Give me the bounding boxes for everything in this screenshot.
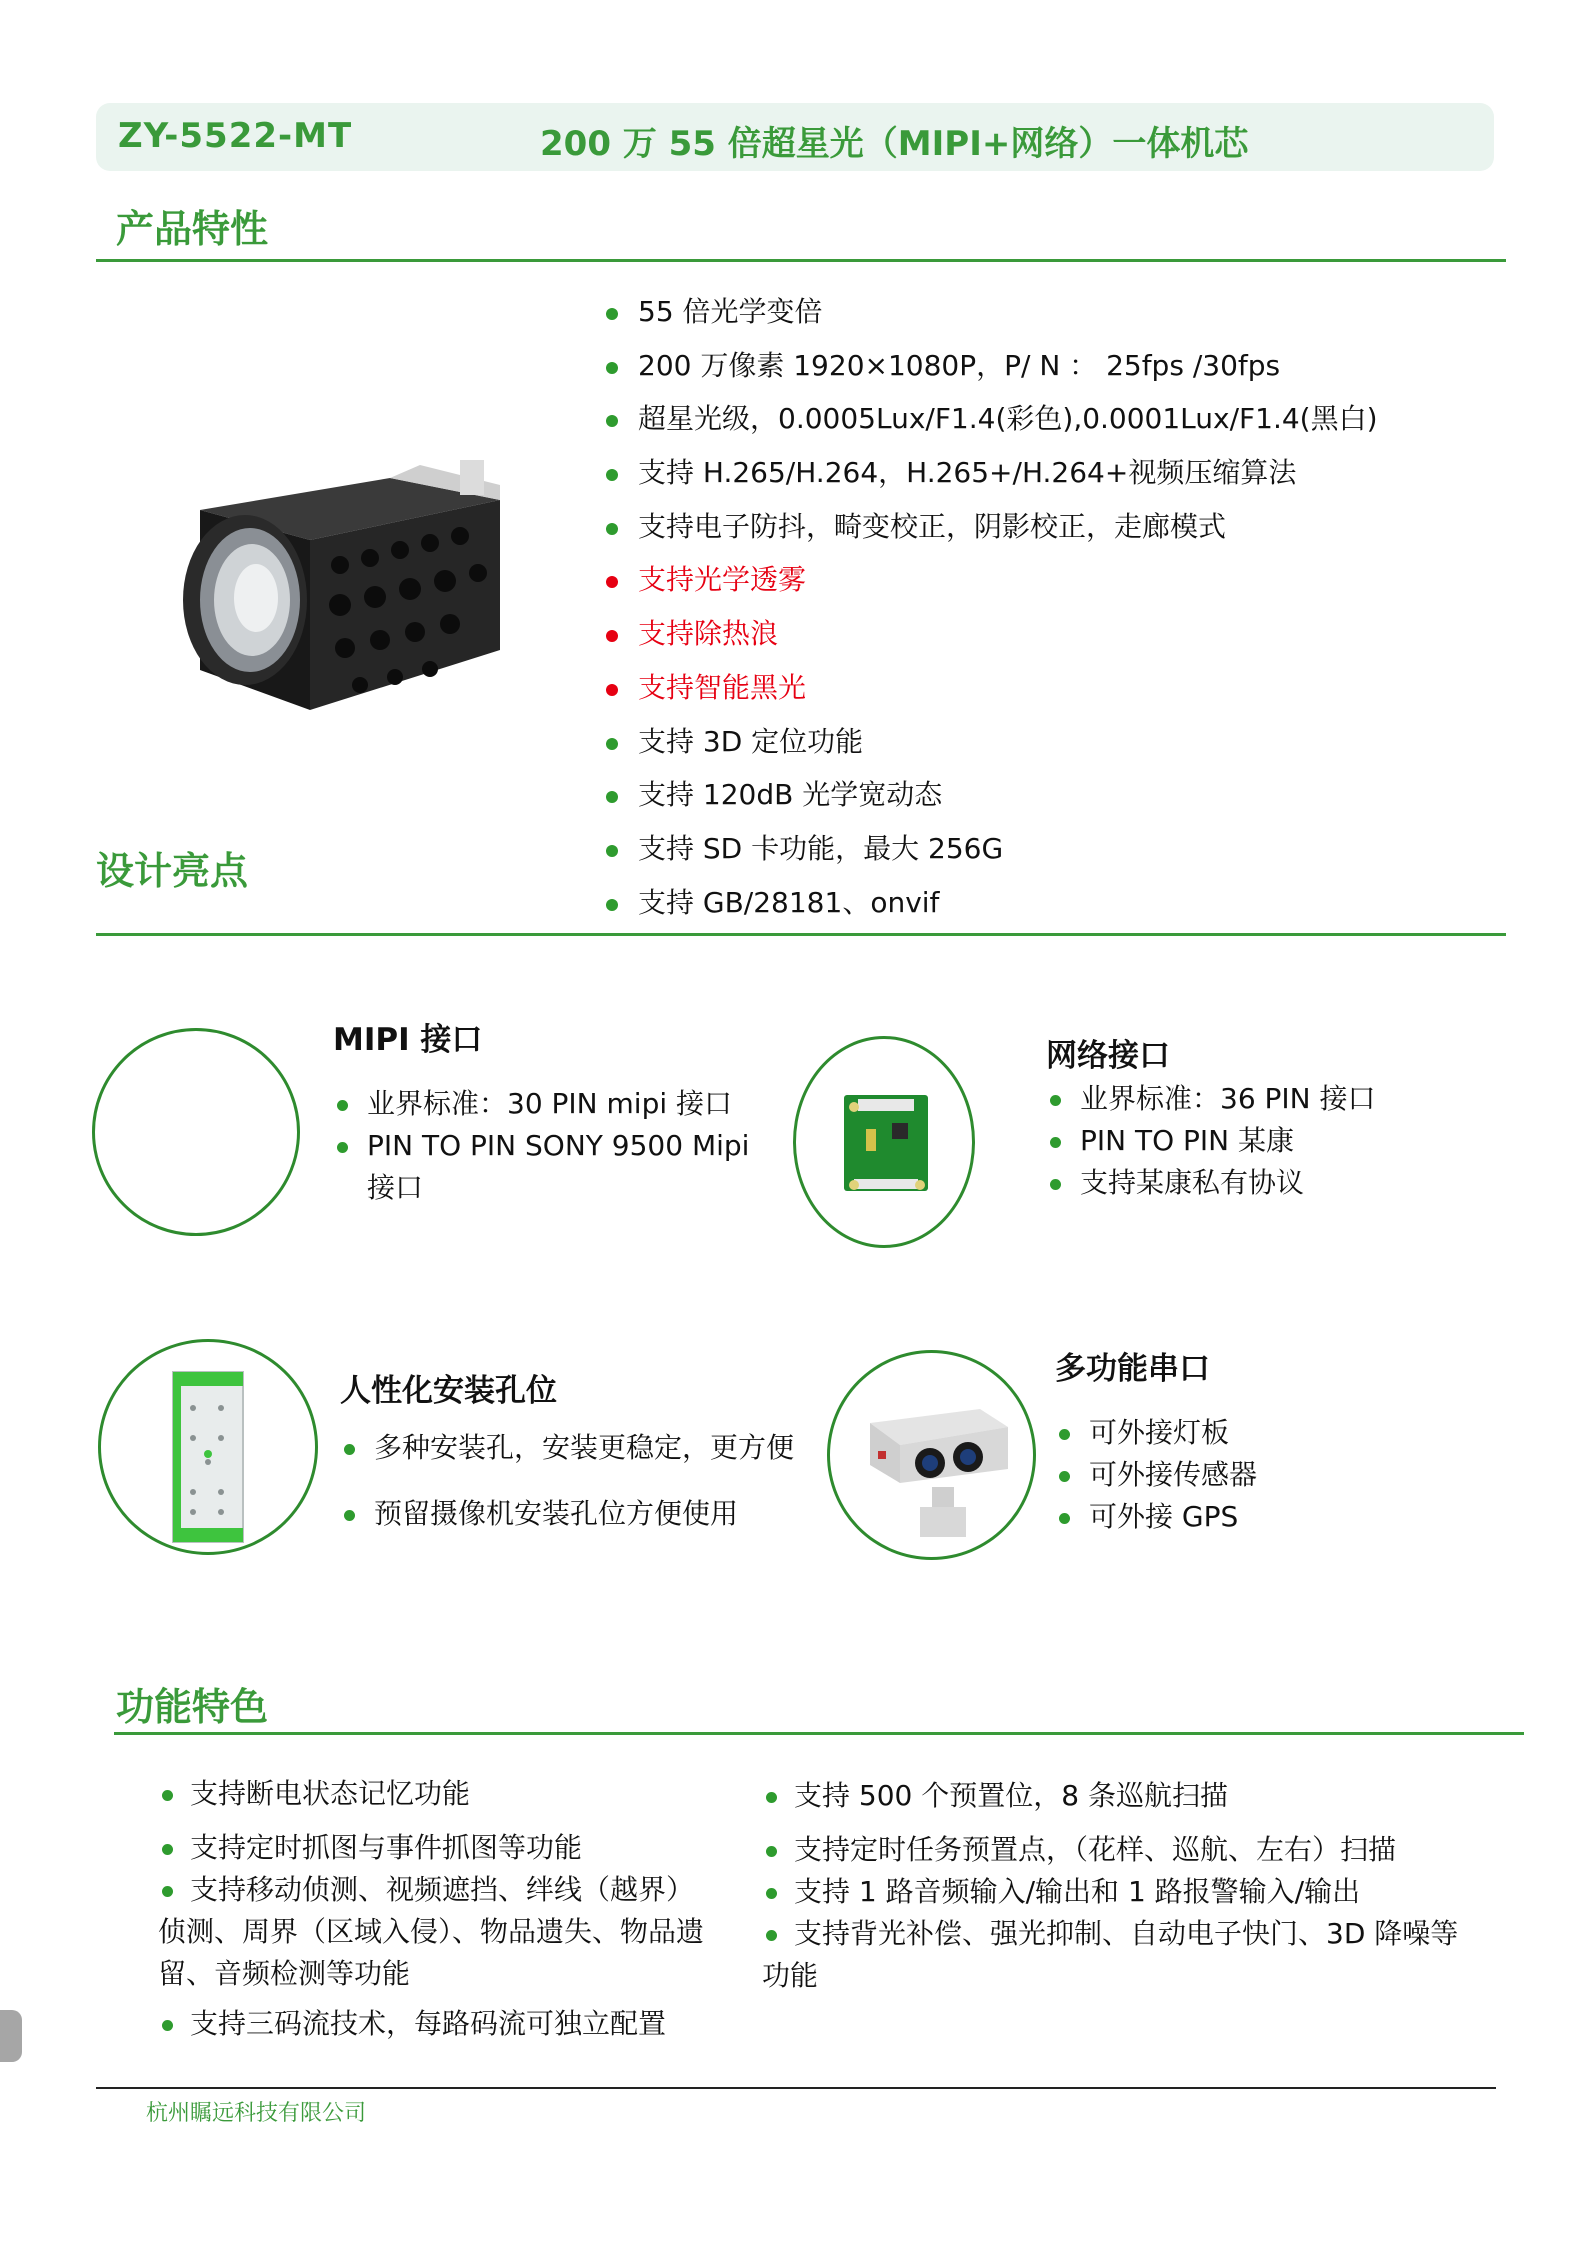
function-item: 支持定时抓图与事件抓图等功能 [158, 1827, 708, 1869]
function-item: 支持断电状态记忆功能 [158, 1773, 708, 1815]
page-side-tab [0, 2010, 22, 2062]
serial-item: 可外接 GPS [1055, 1496, 1257, 1538]
network-item: 支持某康私有协议 [1046, 1162, 1376, 1204]
serial-title: 多功能串口 [1055, 1351, 1210, 1387]
feature-item: 支持电子防抖，畸变校正，阴影校正，走廊模式 [600, 501, 1378, 555]
serial-item: 可外接灯板 [1055, 1412, 1257, 1454]
mounting-plate-image [101, 1342, 315, 1552]
mipi-item: PIN TO PIN SONY 9500 Mipi 接口 [333, 1125, 765, 1209]
section-title-product-features: 产品特性 [116, 207, 269, 251]
function-item: 支持移动侦测、视频遮挡、绊线（越界）侦测、周界（区域入侵）、物品遗失、物品遗留、音频检测等功能 [158, 1869, 708, 1995]
section-divider [96, 259, 1506, 262]
ptz-camera-image [830, 1353, 1033, 1557]
model-number: ZY-5522-MT [118, 116, 353, 156]
feature-item-highlight: 支持智能黑光 [600, 662, 1378, 716]
section-divider [96, 933, 1506, 936]
page-title: 200 万 55 倍超星光（MIPI+网络）一体机芯 [540, 124, 1249, 164]
serial-item: 可外接传感器 [1055, 1454, 1257, 1496]
feature-item: 支持 3D 定位功能 [600, 716, 1378, 770]
footer-divider [96, 2087, 1496, 2089]
section-divider [114, 1732, 1524, 1735]
function-item: 支持定时任务预置点，（花样、巡航、左右）扫描 [762, 1829, 1462, 1871]
section-title-design-highlights: 设计亮点 [96, 849, 249, 893]
function-list-left [158, 1773, 708, 2045]
mipi-image-circle [92, 1028, 300, 1236]
feature-item: 支持 H.265/H.264，H.265+/H.264+视频压缩算法 [600, 447, 1378, 501]
network-list [1046, 1078, 1376, 1204]
network-title: 网络接口 [1046, 1038, 1170, 1074]
function-item: 支持背光补偿、强光抑制、自动电子快门、3D 降噪等功能 [762, 1913, 1462, 1997]
feature-item-highlight: 支持光学透雾 [600, 554, 1378, 608]
serial-list [1055, 1412, 1257, 1538]
network-image-circle [793, 1036, 975, 1248]
feature-item: 55 倍光学变倍 [600, 286, 1378, 340]
product-feature-list [600, 286, 1378, 930]
mounting-item: 预留摄像机安装孔位方便使用 [340, 1493, 794, 1535]
mipi-title: MIPI 接口 [333, 1022, 483, 1058]
mipi-list [333, 1083, 765, 1209]
feature-item-highlight: 支持除热浪 [600, 608, 1378, 662]
network-item: 业界标准：36 PIN 接口 [1046, 1078, 1376, 1120]
mipi-item: 业界标准：30 PIN mipi 接口 [333, 1083, 765, 1125]
section-title-function-features: 功能特色 [116, 1685, 269, 1729]
function-item: 支持 1 路音频输入/输出和 1 路报警输入/输出 [762, 1871, 1462, 1913]
footer-company: 杭州瞩远科技有限公司 [146, 2101, 367, 2126]
feature-item: 支持 GB/28181、onvif [600, 877, 1378, 931]
mounting-image-circle [98, 1339, 318, 1555]
mounting-list [340, 1427, 794, 1535]
feature-item: 超星光级，0.0005Lux/F1.4(彩色),0.0001Lux/F1.4(黑白) [600, 393, 1378, 447]
mounting-title: 人性化安装孔位 [340, 1373, 557, 1409]
function-item: 支持 500 个预置位，8 条巡航扫描 [762, 1775, 1462, 1817]
serial-image-circle [827, 1350, 1036, 1560]
function-list-right [762, 1775, 1462, 1997]
feature-item: 支持 120dB 光学宽动态 [600, 769, 1378, 823]
camera-module-image [170, 440, 510, 740]
function-item: 支持三码流技术，每路码流可独立配置 [158, 2003, 708, 2045]
network-board-image [796, 1039, 972, 1245]
mounting-item: 多种安装孔，安装更稳定，更方便 [340, 1427, 794, 1469]
network-item: PIN TO PIN 某康 [1046, 1120, 1376, 1162]
feature-item: 200 万像素 1920×1080P，P/ N ： 25fps /30fps [600, 340, 1378, 394]
feature-item: 支持 SD 卡功能，最大 256G [600, 823, 1378, 877]
